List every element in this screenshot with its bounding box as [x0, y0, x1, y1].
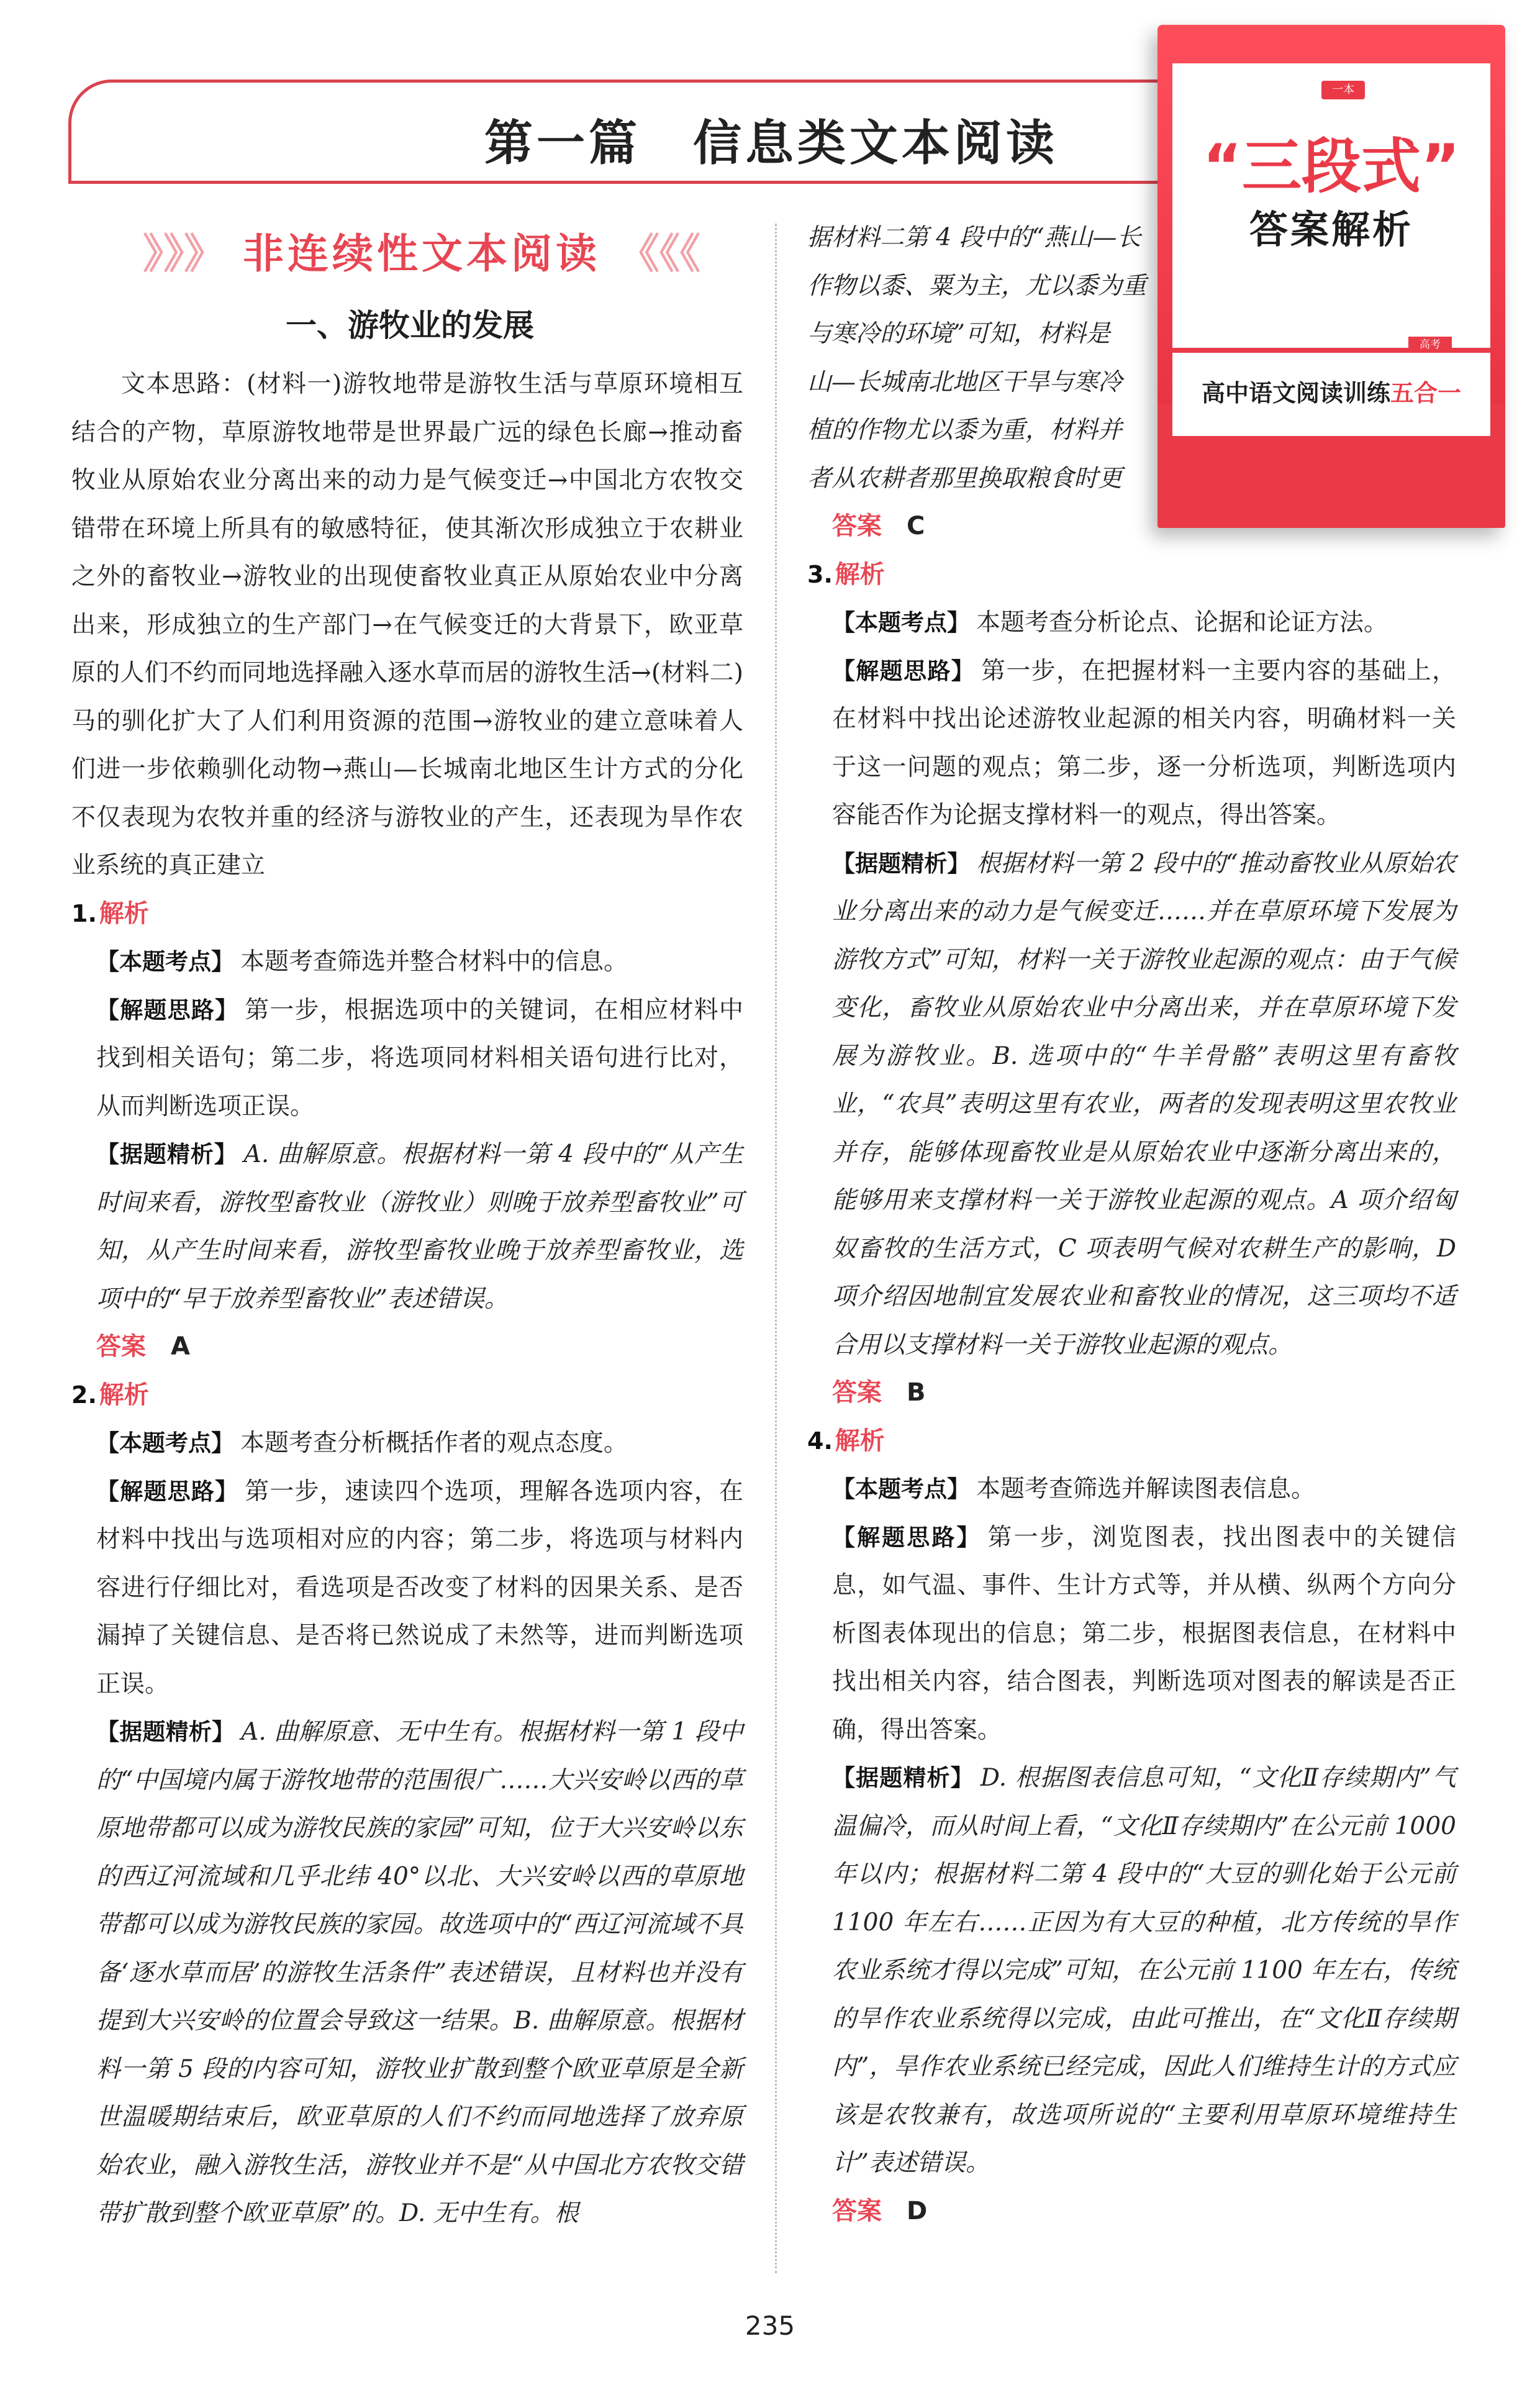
continuation-line: 者从农耕者那里换取粮食时更	[807, 464, 1123, 493]
continuation-line: 与寒冷的环境”可知，材料是	[807, 320, 1110, 348]
section-subtitle: 一、游牧业的发展	[286, 307, 534, 343]
cover-series-prefix: 高中语文阅读训练	[1201, 379, 1390, 407]
answer-label: 答案	[832, 1378, 882, 1407]
jiexi-label: 解析	[835, 560, 885, 589]
answer-value: A	[171, 1332, 190, 1361]
jingxi-text: A. 曲解原意、无中生有。根据材料一第 1 段中的“中国境内属于游牧地带的范围很广……大兴安岭以西的草原地带都可以成为游牧民族的家园”可知，位于大兴安岭以东的西辽河流域和几乎北纬 40°以北、大兴安岭以西的草原地带都可以成为游牧民族的家园。故选项中的“西辽河流域不具备‘逐水草而居’的游牧生活条件”表述错误，且材料也并没有提到大兴安岭的位置会导致这一结果。B. 曲解原意。根据材料一第 5 段的内容可知，游牧业扩散到整个欧亚草原是全新世温暖期结束后，欧亚草原的人们不约而同地选择了放弃原始农业，融入游牧生活，游牧业并不是“从中国北方农牧交错带扩散到整个欧亚草原”的。D. 无中生有。根	[96, 1718, 744, 2227]
question-4	[807, 1417, 1456, 2236]
cover-tag: 一本	[1321, 81, 1365, 99]
section-title: 非连续性文本阅读	[242, 230, 600, 278]
continuation-line: 作物以黍、粟为主，尤以黍为重	[807, 271, 1147, 300]
silu-label: 【解题思路】	[832, 1524, 982, 1551]
question-2	[71, 1371, 743, 2238]
silu-text: 第一步，浏览图表，找出图表中的关键信息，如气温、事件、生计方式等，并从横、纵两个方向分析图表体现出的信息；第二步，根据图表信息，在材料中找出相关内容，结合图表，判断选项对图表的解读是否正确，得出答案。	[832, 1523, 1456, 1744]
silu-label: 【解题思路】	[832, 657, 975, 684]
silu-text: 第一步，根据选项中的关键词，在相应材料中找到相关语句；第二步，将选项同材料相关语句进行比对，从而判断选项正误。	[96, 996, 743, 1120]
jingxi-label: 【据题精析】	[96, 1141, 238, 1168]
cover-level-badge: 高考	[1408, 337, 1452, 353]
continuation-line: 植的作物尤以黍为重，材料并	[807, 416, 1123, 444]
silu-text: 第一步，在把握材料一主要内容的基础上，在材料中找出论述游牧业起源的相关内容，明确材料一关于这一问题的观点；第二步，逐一分析选项，判断选项内容能否作为论据支撑材料一的观点，得出答案。	[832, 656, 1456, 829]
silu-label: 【解题思路】	[96, 996, 239, 1024]
section-arrows-left: 》》》	[143, 230, 225, 278]
kaodian-label: 【本题考点】	[832, 609, 970, 636]
cover-title: “三段式”	[1202, 132, 1461, 201]
kaodian-label: 【本题考点】	[96, 948, 234, 975]
jingxi-label: 【据题精析】	[832, 850, 971, 877]
answer-value: D	[907, 2196, 928, 2225]
question-number: 3.	[807, 560, 833, 588]
silu-text: 第一步，速读四个选项，理解各选项内容，在材料中找出与选项相对应的内容；第二步，将选项与材料内容进行仔细比对，看选项是否改变了材料的因果关系、是否漏掉了关键信息、是否将已然说成了未然等，进而判断选项正误。	[96, 1477, 743, 1698]
chapter-title: 第一篇 信息类文本阅读	[484, 115, 1059, 171]
jingxi-text: D. 根据图表信息可知，“文化Ⅱ存续期内”气温偏冷，而从时间上看，“文化Ⅱ存续期内”在公元前 1000 年以内；根据材料二第 4 段中的“大豆的驯化始于公元前 1100 年左右……正因为有大豆的种植，北方传统的旱作农业系统才得以完成”可知，在公元前 1100 年左右，传统的旱作农业系统得以完成，由此可推出，在“文化Ⅱ存续期内”，旱作农业系统已经完成，因此人们维持生计的方式应该是农牧兼有，故选项所说的“主要利用草原环境维持生计”表述错误。	[832, 1764, 1457, 2177]
answer-value: B	[907, 1378, 926, 1407]
section-arrows-right: 《《《	[618, 230, 700, 278]
jingxi-label: 【据题精析】	[832, 1765, 974, 1791]
answer-label: 答案	[832, 2196, 882, 2225]
cover-series-title	[1172, 374, 1490, 408]
text-thinking: 文本思路：(材料一)游牧地带是游牧生活与草原环境相互结合的产物，草原游牧地带是世界最广远的绿色长廊→推动畜牧业从原始农业分离出来的动力是气候变迁→中国北方农牧交错带在环境上所具有的敏感特征，使其渐次形成独立于农耕业之外的畜牧业→游牧业的出现使畜牧业真正从原始农业中分离出来，形成独立的生产部门→在气候变迁的大背景下，欧亚草原的人们不约而同地选择融入逐水草而居的游牧生活→(材料二)马的驯化扩大了人们利用资源的范围→游牧业的建立意味着人们进一步依赖驯化动物→燕山—长城南北地区生计方式的分化不仅表现为农牧并重的经济与游牧业的产生，还表现为旱作农业系统的真正建立	[71, 370, 743, 879]
cover-panel	[1172, 63, 1490, 436]
cover-series-highlight: 五合一	[1390, 379, 1462, 407]
question-3	[807, 551, 1456, 1417]
question-number: 2.	[71, 1381, 97, 1409]
kaodian-label: 【本题考点】	[96, 1430, 234, 1456]
kaodian-text: 本题考查分析论点、论据和论证方法。	[976, 609, 1388, 637]
silu-label: 【解题思路】	[96, 1478, 239, 1505]
column-divider	[775, 224, 777, 2273]
question-number: 1.	[71, 899, 97, 927]
kaodian-label: 【本题考点】	[832, 1476, 970, 1502]
cover-subtitle: 答案解析	[1249, 207, 1413, 252]
kaodian-text: 本题考查筛选并整合材料中的信息。	[240, 948, 628, 976]
answer-value: C	[907, 512, 925, 540]
question-1	[71, 890, 743, 1371]
continuation-line: 山—长城南北地区干旱与寒冷	[807, 368, 1123, 396]
jingxi-label: 【据题精析】	[96, 1719, 235, 1745]
jiexi-label: 解析	[835, 1426, 885, 1455]
section-header	[143, 220, 700, 279]
continuation-line: 据材料二第 4 段中的“燕山—长	[807, 224, 1141, 252]
left-column	[71, 360, 743, 2238]
jiexi-label: 解析	[99, 1380, 149, 1409]
book-cover-image	[1157, 25, 1505, 528]
page-number: 235	[745, 2310, 795, 2341]
answer-label: 答案	[96, 1332, 146, 1361]
question-number: 4.	[807, 1427, 833, 1455]
kaodian-text: 本题考查分析概括作者的观点态度。	[240, 1429, 628, 1457]
right-column	[807, 502, 1456, 2235]
jingxi-text: 根据材料一第 2 段中的“推动畜牧业从原始农业分离出来的动力是气候变迁……并在草原环境下发展为游牧方式”可知，材料一关于游牧业起源的观点：由于气候变化，畜牧业从原始农业中分离出来，并在草原环境下发展为游牧业。B. 选项中的“牛羊骨骼”表明这里有畜牧业，“农具”表明这里有农业，两者的发现表明这里农牧业并存，能够体现畜牧业是从原始农业中逐渐分离出来的，能够用来支撑材料一关于游牧业起源的观点。A 项介绍匈奴畜牧的生活方式，C 项表明气候对农耕生产的影响，D 项介绍因地制宜发展农业和畜牧业的情况，这三项均不适合用以支撑材料一关于游牧业起源的观点。	[832, 849, 1457, 1359]
jiexi-label: 解析	[99, 899, 149, 928]
answer-label: 答案	[832, 512, 882, 540]
jingxi-text: A. 曲解原意。根据材料一第 4 段中的“从产生时间来看，游牧型畜牧业（游牧业）则晚于放养型畜牧业”可知，从产生时间来看，游牧型畜牧业晚于放养型畜牧业，选项中的“早于放养型畜牧业”表述错误。	[96, 1140, 743, 1313]
right-continuation	[807, 214, 1180, 502]
kaodian-text: 本题考查筛选并解读图表信息。	[976, 1475, 1316, 1503]
